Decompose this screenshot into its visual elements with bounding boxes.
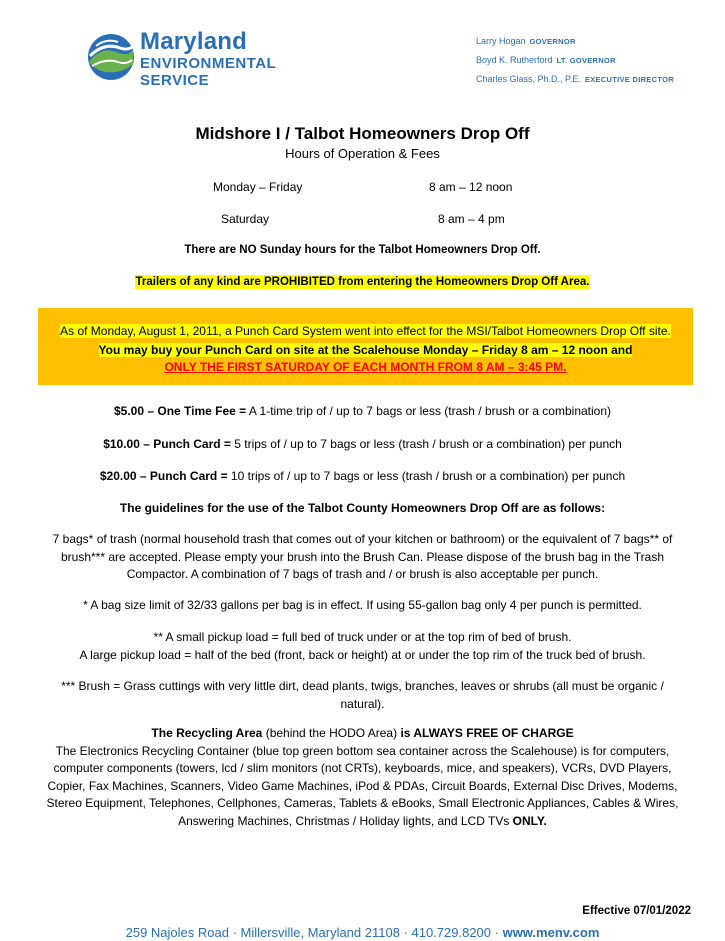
- officials-list: [476, 32, 716, 89]
- fee-one-time: $5.00 – One Time Fee = A 1-time trip of / up to 7 bags or less (trash / brush or a combination): [113, 404, 612, 418]
- hours-time-weekday: 8 am – 12 noon: [429, 180, 513, 194]
- effective-date: Effective 07/01/2022: [582, 905, 691, 917]
- trailer-note: Trailers of any kind are PROHIBITED from entering the Homeowners Drop Off Area.: [135, 276, 590, 288]
- fee-punch-card-10: $10.00 – Punch Card = 5 trips of / up to 7 bags or less (trash / brush or a combination) per punch: [103, 437, 622, 451]
- page-subtitle: Hours of Operation & Fees: [285, 146, 440, 161]
- hours-day-saturday: Saturday: [221, 212, 270, 226]
- punch-card-notice: [38, 308, 693, 385]
- recycling-section: The Recycling Area (behind the HODO Area) is ALWAYS FREE OF CHARGE The Electronics Recycling Container (blue top green bottom sea container across the Scalehouse) is for computers, computer components (towers, lcd / slim monitors (not CRTs), keyboards, mice, and speakers), VCRs, DVD Players, Copier, Fax Machines, Scanners, Video Game Machines, iPod & PDAs, Circuit Boards, External Disc Drives, Modems, Stereo Equipment, Telephones, Cellphones, Cameras, Tablets & eBooks, Small Electronic Appliances, Cables & Wires, Answering Machines, Christmas / Holiday lights, and LCD TVs ONLY.: [0, 725, 725, 830]
- punch-notice-line-3: ONLY THE FIRST SATURDAY OF EACH MONTH FROM 8 AM – 3:45 PM.: [164, 360, 567, 374]
- guidelines-bag-size: * A bag size limit of 32/33 gallons per bag is in effect. If using 55-gallon bag only 4 per punch is permitted.: [83, 598, 642, 612]
- official-lt-governor: Boyd K. Rutherford LT. GOVERNOR: [476, 55, 616, 65]
- page-title: Midshore I / Talbot Homeowners Drop Off: [195, 124, 530, 143]
- sunday-note: There are NO Sunday hours for the Talbot Homeowners Drop Off.: [184, 244, 541, 256]
- hours-time-saturday: 8 am – 4 pm: [438, 212, 505, 226]
- mes-logo: [86, 28, 316, 92]
- guidelines-paragraph-bags: 7 bags* of trash (normal household trash that comes out of your kitchen or bathroom) or the equivalent of 7 bags** of brush*** are accepted. Please empty your brush into the Brush Can. Please dispose of the brush bag in the Trash Compactor. A combination of 7 bags of trash and / or brush is also acceptable per punch.: [52, 532, 673, 581]
- logo-name: Maryland: [140, 28, 247, 55]
- logo-line-2: ENVIRONMENTAL: [140, 55, 277, 72]
- website-link[interactable]: www.menv.com: [502, 925, 600, 940]
- guidelines-brush-definition: *** Brush = Grass cuttings with very little dirt, dead plants, twigs, branches, leaves or shrubs (all must be organic / natural).: [61, 679, 664, 711]
- logo-line-3: SERVICE: [140, 72, 210, 89]
- guidelines-heading: The guidelines for the use of the Talbot County Homeowners Drop Off are as follows:: [119, 501, 606, 515]
- official-governor: Larry Hogan GOVERNOR: [476, 36, 576, 46]
- punch-notice-line-1: As of Monday, August 1, 2011, a Punch Card System went into effect for the MSI/Talbot Homeowners Drop Off site.: [60, 324, 671, 338]
- hours-day-weekday: Monday – Friday: [213, 180, 303, 194]
- punch-notice-line-2: You may buy your Punch Card on site at the Scalehouse Monday – Friday 8 am – 12 noon and: [98, 343, 633, 357]
- footer-contact: 259 Najoles Road · Millersville, Maryland 21108 · 410.729.8200 · www.menv.com: [125, 925, 600, 940]
- guidelines-pickup-load: ** A small pickup load = full bed of truck under or at the top rim of bed of brush. A large pickup load = half of the bed (front, back or height) at or under the top rim of the truck bed of brush.: [79, 630, 646, 662]
- mes-logo-mark-icon: [86, 32, 136, 82]
- fee-punch-card-20: $20.00 – Punch Card = 10 trips of / up to 7 bags or less (trash / brush or a combination) per punch: [99, 469, 626, 483]
- recycling-heading: The Recycling Area (behind the HODO Area) is ALWAYS FREE OF CHARGE: [151, 726, 574, 740]
- official-executive-director: Charles Glass, Ph.D., P.E. EXECUTIVE DIRECTOR: [476, 74, 674, 84]
